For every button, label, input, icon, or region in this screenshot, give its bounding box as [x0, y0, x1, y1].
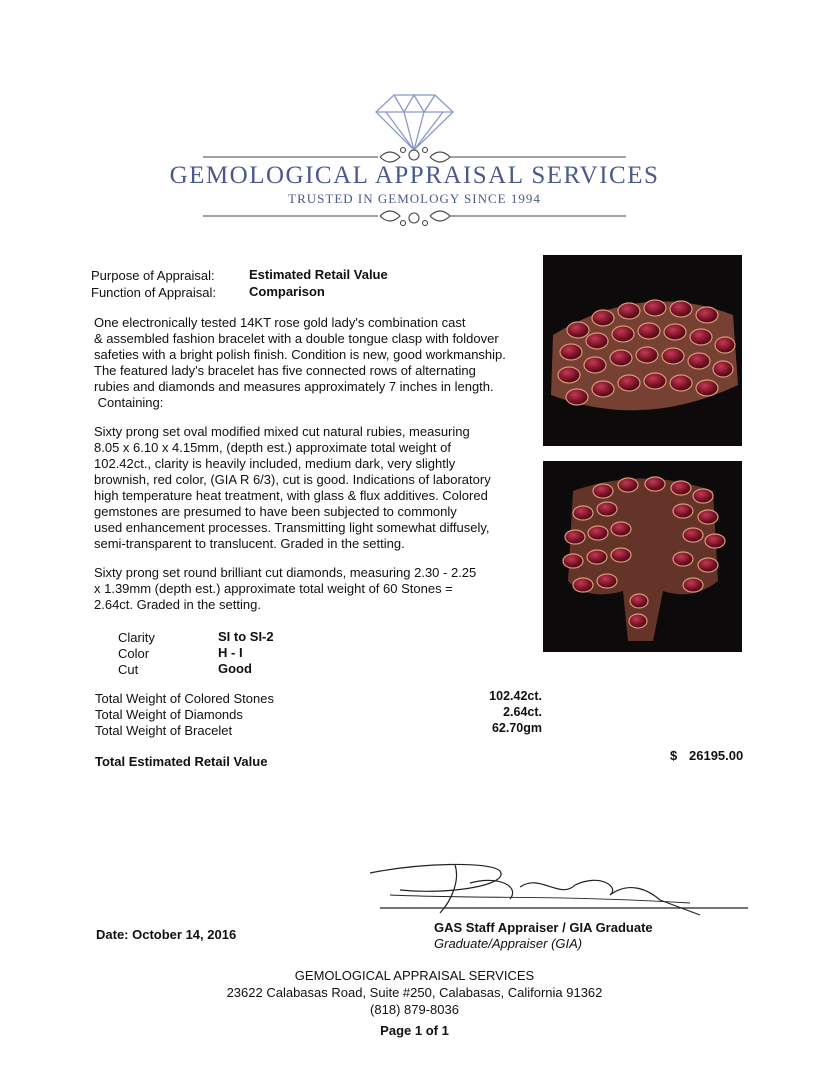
function-value: Comparison: [249, 284, 325, 299]
diamonds-weight-label: Total Weight of Diamonds: [95, 707, 243, 722]
clarity-label: Clarity: [118, 630, 155, 645]
diamond-icon: [376, 95, 453, 150]
cut-label: Cut: [118, 662, 139, 677]
description-line: & assembled fashion bracelet with a double tongue clasp with foldover: [94, 331, 499, 346]
currency-symbol: $: [670, 748, 678, 763]
diamonds-weight-value: 2.64ct.: [503, 705, 542, 719]
cut-value: Good: [218, 661, 252, 676]
bracelet-photo-top: [543, 255, 742, 446]
appraisal-date: Date: October 14, 2016: [96, 927, 237, 942]
diamonds-line: x 1.39mm (depth est.) approximate total weight of 60 Stones =: [94, 581, 453, 596]
appraiser-subtitle: Graduate/Appraiser (GIA): [434, 936, 583, 951]
bracelet-weight-value: 62.70gm: [491, 721, 542, 735]
purpose-value: Estimated Retail Value: [249, 267, 388, 282]
description-line: Containing:: [94, 395, 164, 410]
purpose-label: Purpose of Appraisal:: [91, 268, 215, 283]
footer-address: 23622 Calabasas Road, Suite #250, Calabasas, California 91362: [226, 985, 603, 1000]
rubies-paragraph: [94, 424, 534, 552]
footer-phone: (818) 879-8036: [370, 1002, 459, 1017]
diamonds-line: Sixty prong set round brilliant cut diamonds, measuring 2.30 - 2.25: [94, 565, 477, 580]
rubies-line: semi-transparent to translucent. Graded in the setting.: [94, 536, 405, 551]
retail-value-amount: 26195.00: [689, 748, 744, 763]
description-line: safeties with a bright polish finish. Condition is new, good workmanship.: [94, 347, 506, 362]
description-line: One electronically tested 14KT rose gold lady's combination cast: [94, 315, 466, 330]
rubies-line: used enhancement processes. Transmitting light somewhat diffusely,: [94, 520, 490, 535]
diamonds-paragraph: [94, 565, 534, 613]
rubies-line: Sixty prong set oval modified mixed cut natural rubies, measuring: [94, 424, 470, 439]
bracelet-photo-bottom: [543, 461, 742, 652]
company-tagline: TRUSTED IN GEMOLOGY SINCE 1994: [288, 191, 541, 206]
appraiser-title: GAS Staff Appraiser / GIA Graduate: [434, 920, 653, 935]
bottom-ornament: [203, 211, 626, 226]
colored-stones-weight-label: Total Weight of Colored Stones: [95, 691, 274, 706]
color-value: H - I: [218, 645, 243, 660]
colored-stones-weight-value: 102.42ct.: [489, 689, 542, 703]
retail-value-label: Total Estimated Retail Value: [95, 754, 268, 769]
rubies-line: high temperature heat treatment, with glass & flux additives. Colored: [94, 488, 488, 503]
bracelet-image-top: [543, 255, 742, 446]
top-ornament: [203, 148, 626, 163]
footer-company: GEMOLOGICAL APPRAISAL SERVICES: [294, 968, 535, 983]
appraiser-signature: [360, 855, 750, 925]
page-number: Page 1 of 1: [380, 1023, 449, 1038]
function-label: Function of Appraisal:: [91, 285, 217, 300]
rubies-line: 8.05 x 6.10 x 4.15mm, (depth est.) approximate total weight of: [94, 440, 451, 455]
description-paragraph: [94, 315, 534, 411]
bracelet-weight-label: Total Weight of Bracelet: [95, 723, 233, 738]
rubies-line: 102.42ct., clarity is heavily included, medium dark, very slightly: [94, 456, 456, 471]
clarity-value: SI to SI-2: [218, 629, 274, 644]
bracelet-image-bottom: [543, 461, 742, 652]
company-name: GEMOLOGICAL APPRAISAL SERVICES: [169, 162, 660, 189]
diamonds-line: 2.64ct. Graded in the setting.: [94, 597, 261, 612]
rubies-line: gemstones are presumed to have been subjected to commonly: [94, 504, 457, 519]
rubies-line: brownish, red color, (GIA R 6/3), cut is good. Indications of laboratory: [94, 472, 491, 487]
description-line: rubies and diamonds and measures approximately 7 inches in length.: [94, 379, 494, 394]
description-line: The featured lady's bracelet has five connected rows of alternating: [94, 363, 476, 378]
color-label: Color: [118, 646, 150, 661]
